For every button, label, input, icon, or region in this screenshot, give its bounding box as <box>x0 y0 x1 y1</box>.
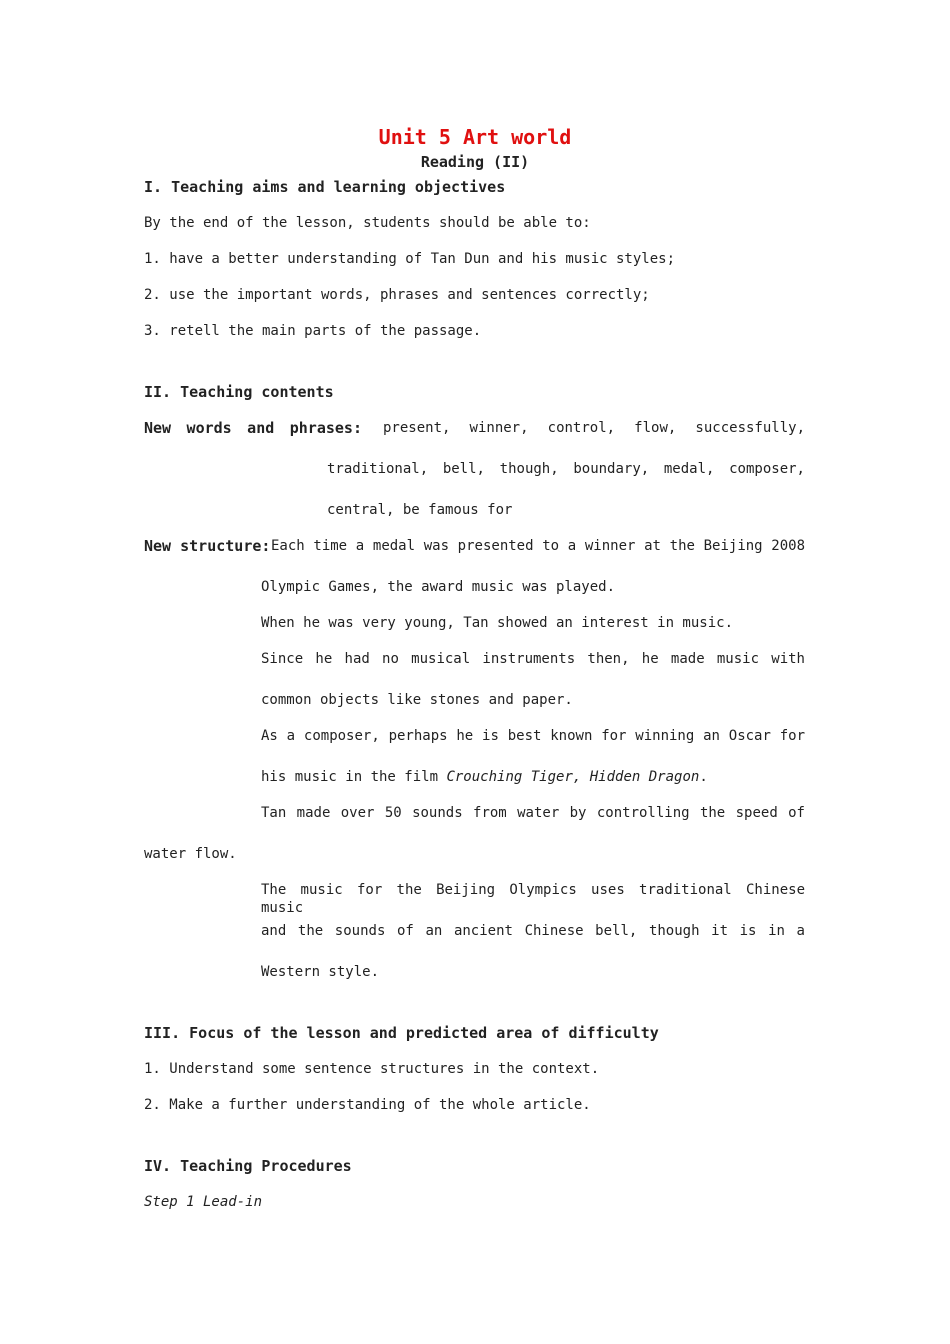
structure-3-line-2: common objects like stones and paper. <box>261 692 573 708</box>
structure-5-line-1: Tan made over 50 sounds from water by controlling the speed of <box>261 805 805 821</box>
document-subtitle: Reading (II) <box>420 153 530 171</box>
structure-1-line-2: Olympic Games, the award music was played. <box>261 579 616 595</box>
objective-item-3: 3. retell the main parts of the passage. <box>144 323 482 339</box>
new-words-line-3: central, be famous for <box>327 502 513 518</box>
new-words-label: New words and phrases: <box>144 419 362 437</box>
objective-item-2: 2. use the important words, phrases and sentences correctly; <box>144 287 650 303</box>
focus-item-1: 1. Understand some sentence structures in the context. <box>144 1061 600 1077</box>
section-1-heading: I. Teaching aims and learning objectives <box>144 178 506 196</box>
structure-6-line-2: and the sounds of an ancient Chinese bell, though it is in a <box>261 923 805 939</box>
structure-6-line-3: Western style. <box>261 964 380 980</box>
structure-3-line-1: Since he had no musical instruments then, he made music with <box>261 651 805 667</box>
document-title: Unit 5 Art world <box>378 125 572 149</box>
section-4-heading: IV. Teaching Procedures <box>144 1157 352 1175</box>
objective-item-1: 1. have a better understanding of Tan Dun and his music styles; <box>144 251 676 267</box>
new-words-line-2: traditional, bell, though, boundary, medal, composer, <box>327 461 805 477</box>
step-1-heading: Step 1 Lead-in <box>144 1194 263 1210</box>
structure-4-line-1: As a composer, perhaps he is best known for winning an Oscar for <box>261 728 805 744</box>
structure-4-line-2 <box>261 768 708 786</box>
section-2-heading: II. Teaching contents <box>144 383 334 401</box>
structure-1-line-1: Each time a medal was presented to a winner at the Beijing 2008 <box>271 538 805 554</box>
new-words-line-1: present, winner, control, flow, successfully, <box>383 420 805 436</box>
section-3-heading: III. Focus of the lesson and predicted area of difficulty <box>144 1024 659 1042</box>
section-1-intro: By the end of the lesson, students should be able to: <box>144 215 591 231</box>
structure-5-line-2: water flow. <box>144 846 237 862</box>
film-title: Crouching Tiger, Hidden Dragon <box>446 769 700 785</box>
structure-2: When he was very young, Tan showed an interest in music. <box>261 615 734 631</box>
new-structure-label: New structure: <box>144 537 271 555</box>
structure-4-period: . <box>699 769 708 785</box>
structure-6-line-1: The music for the Beijing Olympics uses traditional Chinese music <box>261 882 805 916</box>
structure-4-text: his music in the film <box>261 769 447 785</box>
focus-item-2: 2. Make a further understanding of the whole article. <box>144 1097 591 1113</box>
